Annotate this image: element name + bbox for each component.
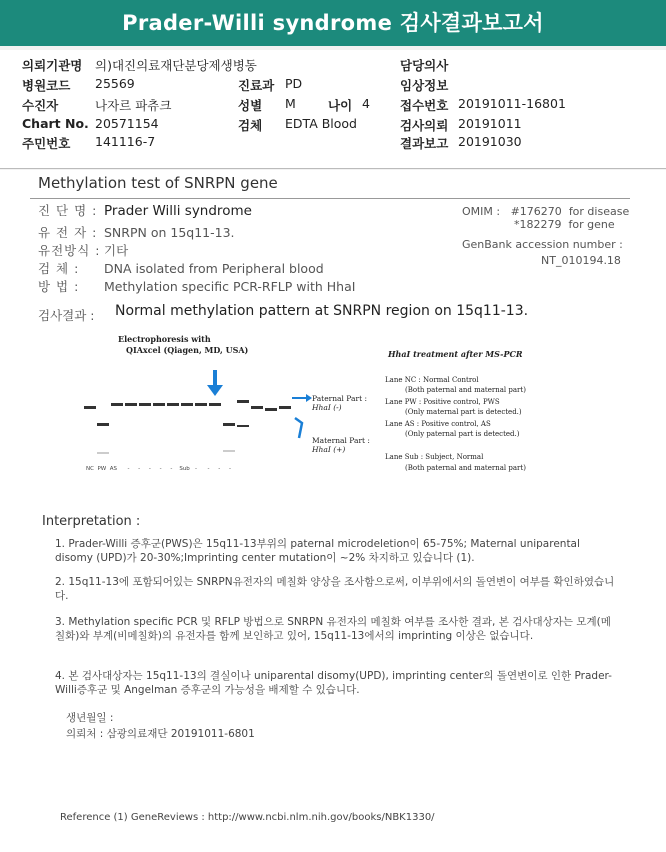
field-gene — [38, 223, 235, 241]
dept-value: PD — [285, 76, 303, 91]
age-value: 4 — [362, 96, 370, 111]
field-inheritance — [38, 241, 128, 259]
result-label: 검사결과 : — [38, 308, 95, 323]
rrn-value: 141116-7 — [95, 134, 156, 149]
sex-value: M — [285, 96, 296, 111]
interpretation-paragraph-3: 3. Methylation specific PCR 및 RFLP 방법으로 SNRPN 유전자의 메칠화 여부를 조사한 결과, 본 검사대상자는 모계(메칠화)와 부계(비메칠화)의 유전자를 함께 보인하고 있어, 15q11-13에서의 imprinting 이상은 없습니다. — [55, 616, 611, 642]
age-label: 나이 — [328, 98, 353, 113]
patient-header — [0, 50, 666, 169]
request-date-label: 검사의뢰 — [400, 118, 449, 133]
omim-line2 — [514, 218, 615, 231]
receiver-value: 나자르 파츄크 — [95, 98, 172, 113]
report-date-label: 결과보고 — [400, 136, 449, 151]
sex-label: 성별 — [238, 98, 263, 113]
legend-line: Lane PW : Positive control, PWS — [385, 398, 500, 406]
field-diagnosis — [38, 201, 252, 219]
legend-line: Lane AS : Positive control, AS — [385, 420, 491, 428]
report-title: Prader-Willi syndrome 검사결과보고서 — [0, 0, 666, 46]
interpretation-title: Interpretation : — [42, 514, 141, 529]
accession-label: 접수번호 — [400, 98, 449, 113]
receiver-label: 수진자 — [22, 98, 59, 113]
chart-label: Chart No. — [22, 116, 89, 131]
legend-line: Lane NC : Normal Control — [385, 376, 479, 384]
omim-note2: for gene — [568, 218, 615, 231]
genbank-value: NT_010194.18 — [541, 254, 621, 267]
birth-date-label: 생년월일 : — [66, 712, 114, 724]
gel-caption-2: QIAxcel (Qiagen, MD, USA) — [126, 345, 249, 355]
electrophoresis-figure — [80, 330, 640, 480]
subject-arrowhead-icon — [207, 385, 223, 396]
referral-line: 의뢰처 : 삼광의료재단 20191011-6801 — [66, 728, 255, 740]
accession-value: 20191011-16801 — [458, 96, 566, 111]
hospital-code-label: 병원코드 — [22, 78, 71, 93]
interpretation-paragraph-1: 1. Prader-Willi 증후군(PWS)은 15q11-13부위의 paternal microdeletion이 65-75%; Maternal uniparental disomy (UPD)가 20-30%;Imprinting center mutation이 ~2% 차지하고 있습니다 (1). — [55, 538, 580, 564]
omim-note1: for disease — [568, 205, 630, 218]
gel-paternal-bands — [84, 400, 291, 411]
field-value: DNA isolated from Peripheral blood — [104, 261, 324, 276]
field-label: 방 법 : — [38, 279, 80, 294]
field-label: 유전방식 : — [38, 243, 101, 258]
legend-line: (Only maternal part is detected.) — [405, 408, 522, 416]
field-value: SNRPN on 15q11-13. — [104, 225, 235, 240]
requester-label: 의뢰기관명 — [22, 58, 83, 73]
maternal-sub: HhaI (+) — [312, 445, 346, 454]
maternal-arrow-icon — [295, 418, 302, 438]
request-date-value: 20191011 — [458, 116, 522, 131]
omim-line1 — [462, 205, 629, 218]
field-specimen — [38, 259, 324, 277]
chart-value: 20571154 — [95, 116, 159, 131]
gel-caption-1: Electrophoresis with — [118, 334, 211, 344]
dept-label: 진료과 — [238, 78, 275, 93]
interpretation-paragraph-2: 2. 15q11-13에 포함되어있는 SNRPN유전자의 메칠화 양상을 조사함으로써, 이부위에서의 돌연변이 여부를 확인하였습니다. — [55, 576, 615, 602]
field-value: Methylation specific PCR-RFLP with HhaI — [104, 279, 356, 294]
hospital-code-value: 25569 — [95, 76, 135, 91]
legend-line: (Both paternal and maternal part) — [405, 464, 526, 472]
specimen-label: 검체 — [238, 118, 263, 133]
interpretation-paragraph-4: 4. 본 검사대상자는 15q11-13의 결실이나 uniparental disomy(UPD), imprinting center의 돌연변이로 인한 Prader-Willi증후군 및 Angelman 증후군의 가능성을 배제할 수 있습니다. — [55, 670, 612, 696]
legend-line: (Only paternal part is detected.) — [405, 430, 520, 438]
gel-faint-bands — [97, 450, 235, 454]
clinical-label: 임상정보 — [400, 78, 449, 93]
genbank-label: GenBank accession number : — [462, 238, 623, 251]
lane-labels: NC PW AS - - - - - Sub - - - - — [86, 466, 231, 472]
report-date-value: 20191030 — [458, 134, 522, 149]
legend-title: HhaI treatment after MS-PCR — [388, 349, 523, 359]
specimen-value: EDTA Blood — [285, 116, 357, 131]
omim-label: OMIM : — [462, 205, 501, 218]
field-value: 기타 — [104, 243, 129, 258]
legend-line: Lane Sub : Subject, Normal — [385, 453, 484, 461]
legend-line: (Both paternal and maternal part) — [405, 386, 526, 394]
field-label: 검 체 : — [38, 261, 80, 276]
rrn-label: 주민번호 — [22, 136, 71, 151]
report-body — [0, 170, 666, 852]
result-text: Normal methylation pattern at SNRPN region on 15q11-13. — [115, 303, 529, 319]
omim-id2: *182279 — [514, 218, 562, 231]
field-value: Prader Willi syndrome — [104, 203, 252, 219]
doctor-label: 담당의사 — [400, 58, 449, 73]
paternal-sub: HhaI (-) — [312, 403, 342, 412]
requester-value: 의)대진의료재단분당제생병동 — [95, 58, 257, 73]
field-method — [38, 277, 355, 295]
section-title: Methylation test of SNRPN gene — [38, 174, 278, 192]
maternal-label: Maternal Part : — [312, 436, 370, 445]
field-label: 유 전 자 : — [38, 225, 98, 240]
omim-id1: #176270 — [510, 205, 562, 218]
section-divider — [30, 198, 630, 199]
paternal-label: Paternal Part : — [312, 394, 367, 403]
field-label: 진 단 명 : — [38, 203, 98, 218]
gel-maternal-bands — [97, 423, 249, 427]
reference-line: Reference (1) GeneReviews : http://www.ncbi.nlm.nih.gov/books/NBK1330/ — [60, 812, 435, 823]
